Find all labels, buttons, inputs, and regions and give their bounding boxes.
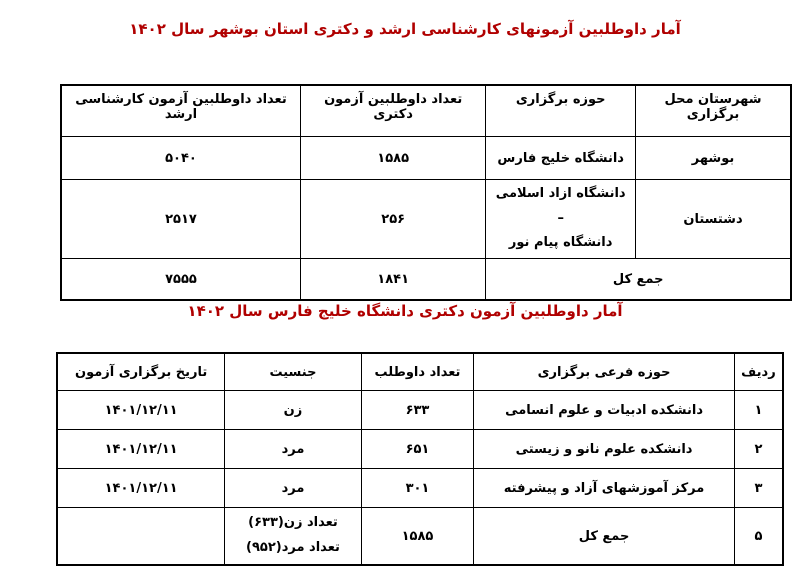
table2-header-row xyxy=(57,353,783,391)
table1-header-phd-count: تعداد داوطلبین آزمون دکتری xyxy=(300,85,485,137)
table2-cell-date: ۱۴۰۱/۱۲/۱۱ xyxy=(57,391,225,430)
table1-cell-venue xyxy=(486,180,636,259)
table2-header-gender: جنسیت xyxy=(225,353,361,391)
venue-line-2: دانشگاه پیام نور xyxy=(508,235,613,251)
document-title-pgu-phd-stats: آمار داوطلبین آزمون دکتری دانشگاه خلیج فارس سال ۱۴۰۲ xyxy=(187,302,623,320)
table2-row-2 xyxy=(57,430,783,469)
table2-total-row xyxy=(57,508,783,566)
table1-cell-phd: ۲۵۶ xyxy=(300,180,485,259)
table1-cell-city: بوشهر xyxy=(636,137,791,180)
table1-total-phd: ۱۸۴۱ xyxy=(300,259,485,301)
table2-cell-count: ۶۵۱ xyxy=(361,430,474,469)
table2-total-count: ۱۵۸۵ xyxy=(361,508,474,566)
table1-header-masters-count: تعداد داوطلبین آزمون کارشناسی ارشد xyxy=(61,85,300,137)
table2-cell-count: ۳۰۱ xyxy=(361,469,474,508)
table2-cell-gender: زن xyxy=(225,391,361,430)
table2-cell-date: ۱۴۰۱/۱۲/۱۱ xyxy=(57,469,225,508)
gender-total-women: تعداد زن(۶۳۳) xyxy=(248,515,338,531)
province-exam-stats-table xyxy=(60,84,792,301)
table1-row-bushehr xyxy=(61,137,791,180)
table1-cell-masters: ۲۵۱۷ xyxy=(61,180,300,259)
table2-header-row-no: ردیف xyxy=(734,353,783,391)
venue-line-1: دانشگاه ازاد اسلامی – xyxy=(495,186,626,226)
table1-cell-phd: ۱۵۸۵ xyxy=(300,137,485,180)
table2-cell-row-no: ۱ xyxy=(734,391,783,430)
table1-total-masters: ۷۵۵۵ xyxy=(61,259,300,301)
table2-cell-row-no: ۳ xyxy=(734,469,783,508)
table2-cell-date: ۱۴۰۱/۱۲/۱۱ xyxy=(57,430,225,469)
table2-header-candidate-count: تعداد داوطلب xyxy=(361,353,474,391)
table2-cell-count: ۶۳۳ xyxy=(361,391,474,430)
table2-header-exam-date: تاریخ برگزاری آزمون xyxy=(57,353,225,391)
table2-cell-gender: مرد xyxy=(225,430,361,469)
table1-total-label: جمع کل xyxy=(486,259,791,301)
table2-total-date xyxy=(57,508,225,566)
gender-total-men: تعداد مرد(۹۵۲) xyxy=(246,540,340,555)
table2-total-row-no: ۵ xyxy=(734,508,783,566)
table2-total-gender xyxy=(225,508,361,566)
table1-cell-venue: دانشگاه خلیج فارس xyxy=(486,137,636,180)
table1-header-row xyxy=(61,85,791,137)
table2-cell-gender: مرد xyxy=(225,469,361,508)
table2-cell-row-no: ۲ xyxy=(734,430,783,469)
pgu-phd-exam-stats-table xyxy=(56,352,784,566)
table2-total-label: جمع کل xyxy=(474,508,735,566)
table2-cell-sub-venue: دانشکده علوم نانو و زیستی xyxy=(474,430,735,469)
table2-row-3 xyxy=(57,469,783,508)
table2-cell-sub-venue: مرکز آموزشهای آزاد و پیشرفته xyxy=(474,469,735,508)
table1-cell-masters: ۵۰۴۰ xyxy=(61,137,300,180)
table2-header-sub-venue: حوزه فرعی برگزاری xyxy=(474,353,735,391)
table1-header-venue: حوزه برگزاری xyxy=(486,85,636,137)
table1-row-dashtestan xyxy=(61,180,791,259)
table1-total-row xyxy=(61,259,791,301)
table2-row-1 xyxy=(57,391,783,430)
table1-cell-city: دشتستان xyxy=(636,180,791,259)
document-title-province-stats: آمار داوطلبین آزمونهای کارشناسی ارشد و دکتری استان بوشهر سال ۱۴۰۲ xyxy=(129,20,681,38)
table2-cell-sub-venue: دانشکده ادبیات و علوم انسامی xyxy=(474,391,735,430)
table1-header-city: شهرستان محل برگزاری xyxy=(636,85,791,137)
